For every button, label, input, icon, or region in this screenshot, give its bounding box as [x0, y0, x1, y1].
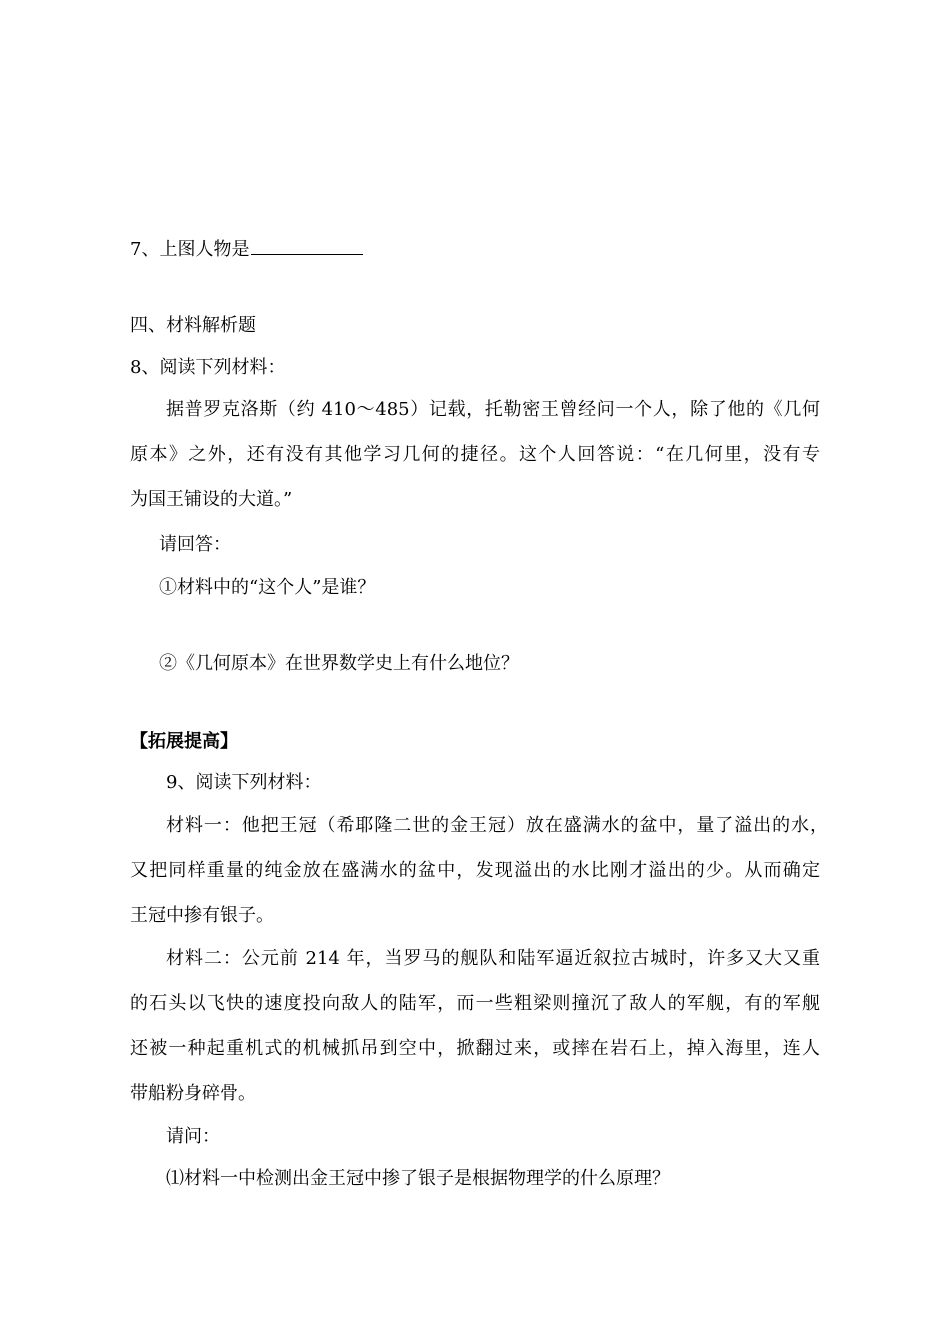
question-7	[130, 236, 363, 262]
question-8-intro: 8、阅读下列材料：	[130, 357, 286, 378]
question-9-material-1-line-3: 王冠中掺有银子。	[130, 905, 274, 926]
question-9-material-2-line-2: 的石头以飞快的速度投向敌人的陆军，而一些粗梁则撞沉了敌人的军舰，有的军舰	[130, 993, 820, 1014]
question-8-prompt: 请回答：	[159, 534, 231, 555]
question-9-material-1-line-2: 又把同样重量的纯金放在盛满水的盆中，发现溢出的水比刚才溢出的少。从而确定	[130, 860, 820, 881]
question-8-material-line-2: 原本》之外，还有没有其他学习几何的捷径。这个人回答说：“在几何里，没有专	[130, 444, 820, 465]
question-9-material-1-line-1: 材料一：他把王冠（希耶隆二世的金王冠）放在盛满水的盆中，量了溢出的水，	[166, 815, 828, 836]
question-9-sub-1: ⑴材料一中检测出金王冠中掺了银子是根据物理学的什么原理？	[166, 1168, 670, 1189]
question-9-material-2-line-4: 带船粉身碎骨。	[130, 1083, 256, 1104]
question-7-text: 7、上图人物是	[130, 239, 250, 260]
question-8-material-line-3: 为国王铺设的大道。”	[130, 489, 293, 510]
question-8-material-line-1: 据普罗克洛斯（约 410～485）记载，托勒密王曾经问一个人，除了他的《几何	[166, 399, 820, 420]
question-8-sub-2: ②《几何原本》在世界数学史上有什么地位？	[159, 653, 519, 674]
question-9-intro: 9、阅读下列材料：	[166, 772, 322, 793]
question-9-material-2-line-1: 材料二：公元前 214 年，当罗马的舰队和陆军逼近叙拉古城时，许多又大又重	[166, 948, 820, 969]
extension-title: 【拓展提高】	[130, 731, 238, 752]
question-8-sub-1: ①材料中的“这个人”是谁？	[159, 577, 376, 598]
question-9-prompt: 请问：	[166, 1126, 220, 1147]
question-9-material-2-line-3: 还被一种起重机式的机械抓吊到空中，掀翻过来，或摔在岩石上，掉入海里，连人	[130, 1038, 820, 1059]
answer-blank[interactable]	[251, 236, 363, 255]
section-4-title: 四、材料解析题	[130, 315, 256, 336]
